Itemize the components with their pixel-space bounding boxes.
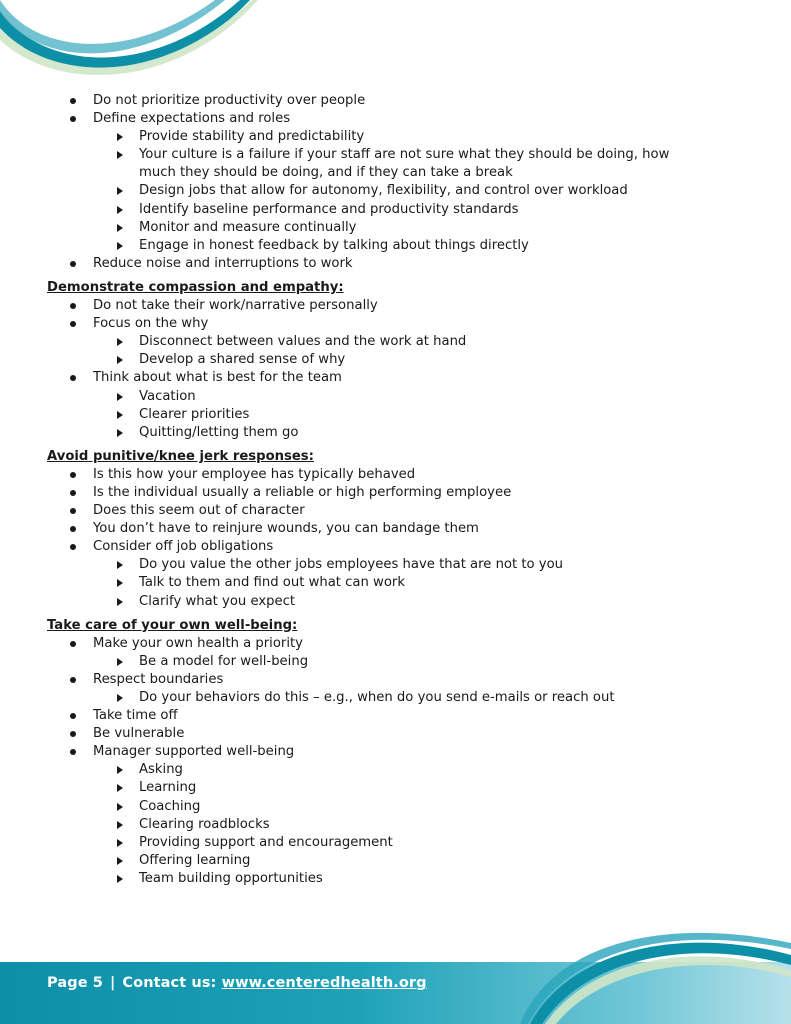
sub-list-item	[47, 556, 747, 574]
triangle-bullet-icon	[117, 579, 123, 587]
sub-list-item-text: Coaching	[139, 798, 201, 814]
bullet-dot-icon	[70, 677, 76, 683]
document-body	[47, 92, 747, 888]
sub-list-item-text: Be a model for well-being	[139, 653, 309, 669]
bullet-dot-icon	[70, 321, 76, 327]
triangle-bullet-icon	[117, 224, 123, 232]
sub-list-item-text: Providing support and encouragement	[139, 834, 393, 850]
decorative-swoosh-bottom	[520, 925, 791, 1024]
triangle-bullet-icon	[117, 784, 123, 792]
sub-list-item-text: Clearer priorities	[139, 406, 250, 422]
sub-list-item	[47, 574, 747, 592]
triangle-bullet-icon	[117, 658, 123, 666]
sub-list-item	[47, 333, 747, 351]
sub-list-item	[47, 219, 747, 237]
sub-list-item	[47, 798, 747, 816]
list-item	[47, 538, 747, 556]
sub-list-item	[47, 424, 747, 442]
list-item	[47, 369, 747, 387]
bullet-dot-icon	[70, 508, 76, 514]
triangle-bullet-icon	[117, 206, 123, 214]
sub-list-item-text: Quitting/letting them go	[139, 424, 299, 440]
list-item-text: Do not prioritize productivity over people	[93, 93, 366, 108]
list-item	[47, 484, 747, 502]
sub-list-item-text: Do you value the other jobs employees have that are not to you	[139, 557, 564, 573]
list-item-text: Define expectations and roles	[93, 111, 291, 127]
sub-list-item-text: Learning	[139, 780, 197, 796]
triangle-bullet-icon	[117, 393, 123, 401]
triangle-bullet-icon	[117, 875, 123, 883]
bullet-dot-icon	[70, 749, 76, 755]
sub-list-item-text: Clarify what you expect	[139, 593, 296, 609]
sub-list-item-text: Offering learning	[139, 852, 251, 868]
website-link[interactable]: www.centeredhealth.org	[221, 975, 427, 991]
sub-list-item	[47, 761, 747, 779]
triangle-bullet-icon	[117, 821, 123, 829]
contact-label: Contact us:	[122, 975, 217, 991]
sub-list-item	[47, 128, 747, 146]
sub-list-item-text: Engage in honest feedback by talking about things directly	[139, 237, 529, 253]
list-item-text: Manager supported well-being	[93, 744, 295, 760]
sub-list-item	[47, 388, 747, 406]
bullet-dot-icon	[70, 526, 76, 532]
section-heading: Take care of your own well-being:	[47, 617, 298, 633]
triangle-bullet-icon	[117, 598, 123, 606]
sub-list-item-text: Design jobs that allow for autonomy, flexibility, and control over workload	[139, 183, 628, 199]
list-item	[47, 743, 747, 761]
bullet-dot-icon	[70, 116, 76, 122]
sub-list-item	[47, 182, 747, 200]
list-item-text: Is the individual usually a reliable or high performing employee	[93, 484, 512, 500]
list-item	[47, 92, 747, 110]
list-item-text: Focus on the why	[93, 316, 209, 332]
sub-list-item-text: Asking	[139, 762, 183, 778]
bullet-dot-icon	[70, 490, 76, 496]
list-item-text: Reduce noise and interruptions to work	[93, 255, 353, 271]
list-item-text: Respect boundaries	[93, 671, 224, 687]
list-item	[47, 110, 747, 128]
triangle-bullet-icon	[117, 187, 123, 195]
list-item	[47, 725, 747, 743]
sub-list-item-text: Identify baseline performance and productivity standards	[139, 201, 519, 217]
list-item	[47, 671, 747, 689]
triangle-bullet-icon	[117, 133, 123, 141]
triangle-bullet-icon	[117, 242, 123, 250]
sub-list-item-text: Talk to them and find out what can work	[139, 575, 405, 591]
list-item	[47, 502, 747, 520]
triangle-bullet-icon	[117, 766, 123, 774]
sub-list-item-text: Provide stability and predictability	[139, 129, 365, 145]
sub-list-item-text: Your culture is a failure if your staff are not sure what they should be doing, how much they should be doing, and if they can take a break	[139, 147, 670, 181]
sub-list-item-text: Clearing roadblocks	[139, 816, 270, 832]
list-item	[47, 297, 747, 315]
bullet-dot-icon	[70, 731, 76, 737]
bullet-dot-icon	[70, 472, 76, 478]
bullet-dot-icon	[70, 261, 76, 267]
triangle-bullet-icon	[117, 411, 123, 419]
sub-list-item	[47, 146, 747, 182]
list-item-text: Consider off job obligations	[93, 539, 274, 555]
decorative-swoosh-top	[0, 0, 260, 90]
bullet-dot-icon	[70, 98, 76, 104]
triangle-bullet-icon	[117, 338, 123, 346]
sub-list-item	[47, 834, 747, 852]
bullet-dot-icon	[70, 713, 76, 719]
sub-list-item-text: Do your behaviors do this – e.g., when do you send e-mails or reach out	[139, 690, 615, 705]
list-item	[47, 315, 747, 333]
sub-list-item	[47, 779, 747, 797]
list-item-text: Think about what is best for the team	[93, 370, 342, 386]
list-item-text: Make your own health a priority	[93, 635, 303, 651]
sub-list-item-text: Develop a shared sense of why	[139, 352, 346, 368]
sub-list-item	[47, 689, 747, 707]
bullet-dot-icon	[70, 303, 76, 309]
page-number: Page 5	[47, 975, 103, 991]
triangle-bullet-icon	[117, 694, 123, 702]
sub-list-item	[47, 237, 747, 255]
list-item-text: Do not take their work/narrative personally	[93, 298, 378, 314]
sub-list-item-text: Monitor and measure continually	[139, 219, 357, 235]
list-item-text: Take time off	[93, 708, 178, 724]
triangle-bullet-icon	[117, 561, 123, 569]
triangle-bullet-icon	[117, 356, 123, 364]
section-heading: Demonstrate compassion and empathy:	[47, 279, 344, 295]
triangle-bullet-icon	[117, 151, 123, 159]
bullet-dot-icon	[70, 375, 76, 381]
section-heading: Avoid punitive/knee jerk responses:	[47, 448, 314, 464]
footer	[47, 975, 427, 991]
sub-list-item	[47, 653, 747, 671]
sub-list-item	[47, 201, 747, 219]
sub-list-item	[47, 593, 747, 611]
list-item-text: Is this how your employee has typically behaved	[93, 466, 416, 482]
triangle-bullet-icon	[117, 429, 123, 437]
sub-list-item	[47, 870, 747, 888]
bullet-dot-icon	[70, 544, 76, 550]
list-item-text: You don’t have to reinjure wounds, you can bandage them	[93, 521, 479, 537]
sub-list-item	[47, 406, 747, 424]
footer-separator: |	[109, 975, 116, 991]
list-item	[47, 255, 747, 273]
sub-list-item-text: Disconnect between values and the work at hand	[139, 334, 467, 350]
triangle-bullet-icon	[117, 857, 123, 865]
sub-list-item	[47, 852, 747, 870]
triangle-bullet-icon	[117, 803, 123, 811]
bullet-dot-icon	[70, 641, 76, 647]
list-item	[47, 520, 747, 538]
list-item	[47, 707, 747, 725]
list-item-text: Be vulnerable	[93, 726, 185, 742]
sub-list-item-text: Team building opportunities	[139, 870, 323, 886]
list-item	[47, 635, 747, 653]
sub-list-item-text: Vacation	[139, 388, 196, 404]
triangle-bullet-icon	[117, 839, 123, 847]
list-item-text: Does this seem out of character	[93, 503, 305, 519]
sub-list-item	[47, 816, 747, 834]
sub-list-item	[47, 351, 747, 369]
list-item	[47, 466, 747, 484]
